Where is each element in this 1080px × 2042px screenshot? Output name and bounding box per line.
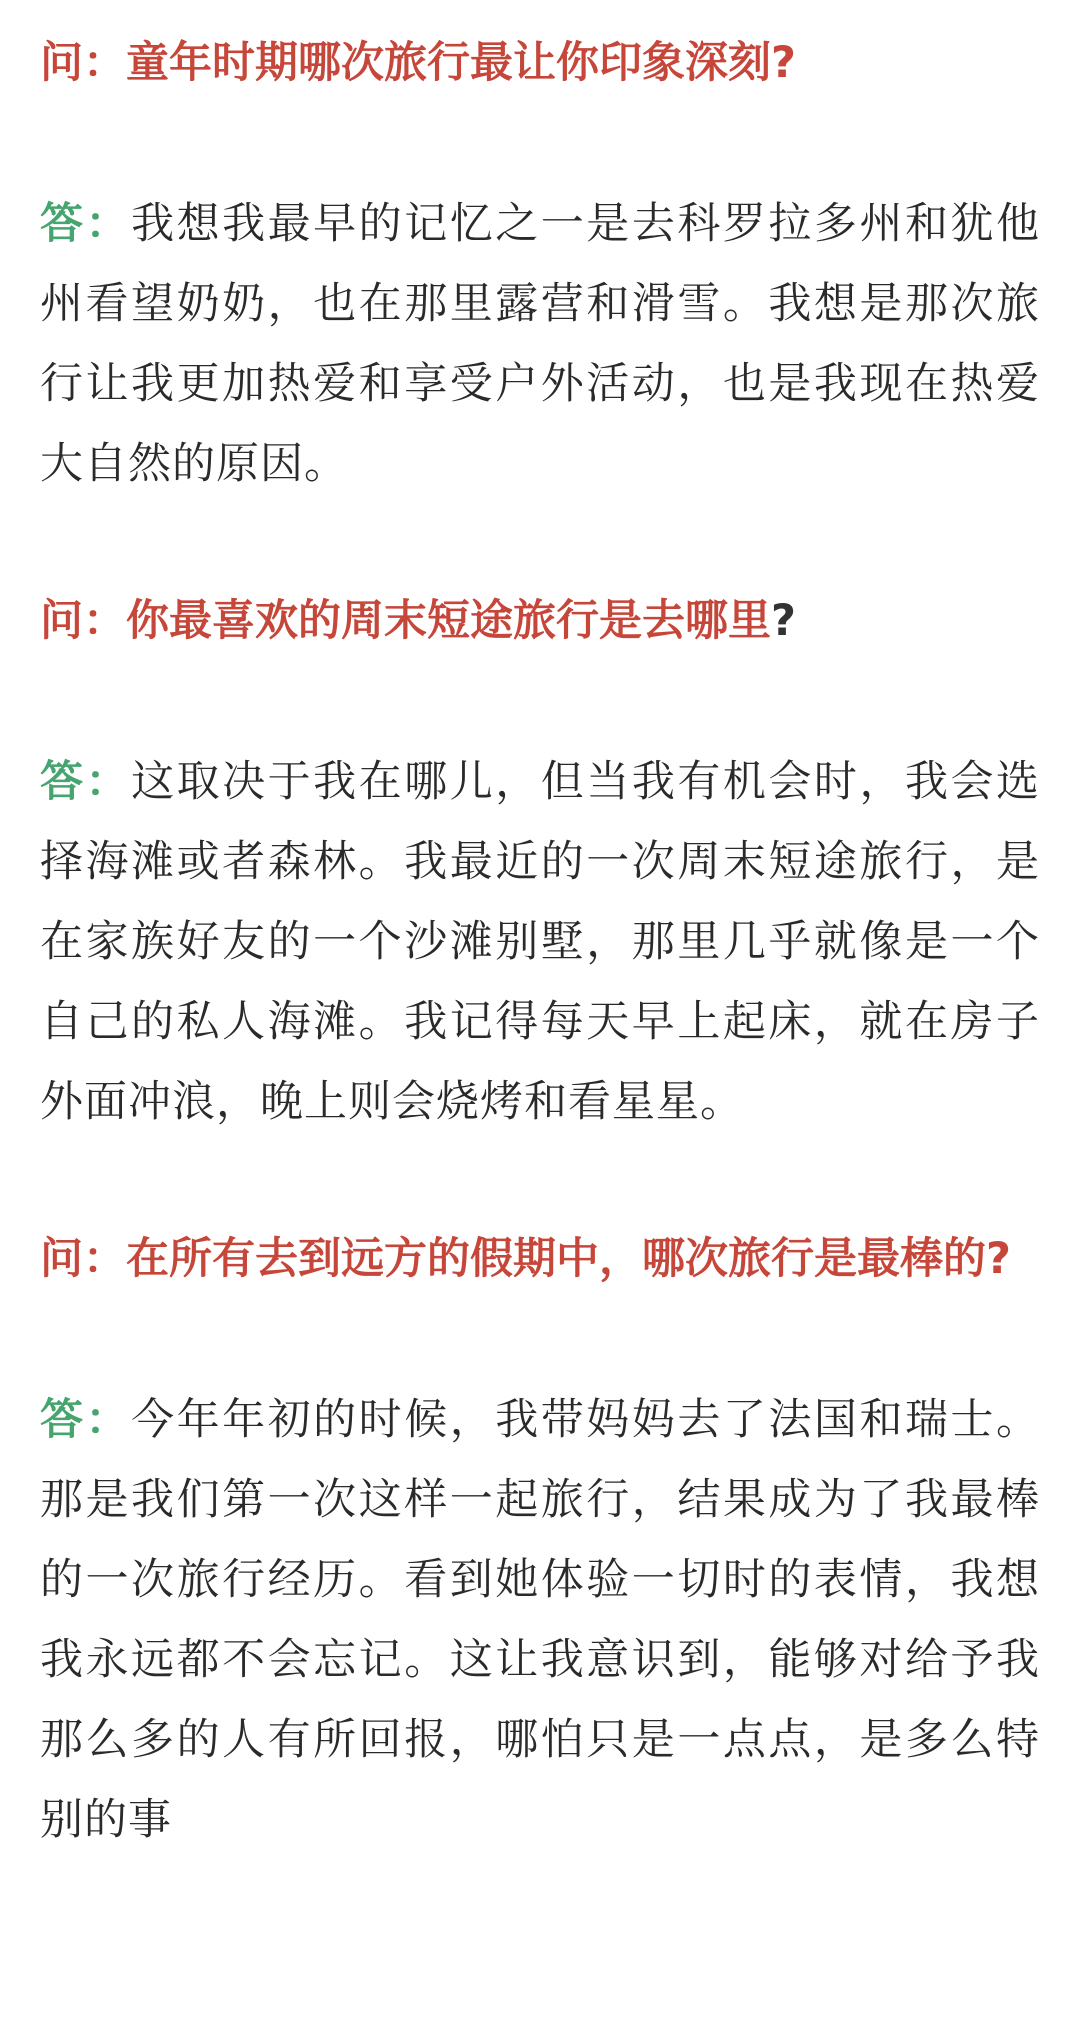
question-text: 在所有去到远方的假期中，哪次旅行是最棒的? (126, 1234, 1011, 1284)
answer-2 (40, 742, 1040, 1142)
answer-3 (40, 1380, 1040, 1860)
question-label: 问： (40, 596, 126, 646)
question-label: 问： (40, 1234, 126, 1284)
answer-text: 今年年初的时候，我带妈妈去了法国和瑞士。那是我们第一次这样一起旅行，结果成为了我最棒的一次旅行经历。看到她体验一切时的表情，我想我永远都不会忘记。这让我意识到，能够对给予我那么多的人有所回报，哪怕只是一点点，是多么特别的事 (40, 1395, 1041, 1845)
question-3 (40, 1218, 1040, 1300)
question-1 (40, 22, 1040, 104)
answer-label: 答： (40, 199, 132, 249)
question-2 (40, 580, 1040, 662)
answer-label: 答： (40, 1395, 132, 1445)
bottom-fade (0, 2012, 1080, 2042)
answer-text: 这取决于我在哪儿，但当我有机会时，我会选择海滩或者森林。我最近的一次周末短途旅行，是在家族好友的一个沙滩别墅，那里几乎就像是一个自己的私人海滩。我记得每天早上起床，就在房子外面冲浪，晚上则会烧烤和看星星。 (40, 757, 1041, 1127)
question-label: 问： (40, 38, 126, 88)
question-text: 童年时期哪次旅行最让你印象深刻? (126, 38, 796, 88)
question-text: 你最喜欢的周末短途旅行是去哪里 (126, 596, 771, 646)
question-mark: ? (771, 596, 796, 646)
answer-text: 我想我最早的记忆之一是去科罗拉多州和犹他州看望奶奶，也在那里露营和滑雪。我想是那次旅行让我更加热爱和享受户外活动，也是我现在热爱大自然的原因。 (40, 199, 1041, 489)
answer-1 (40, 184, 1040, 504)
answer-label: 答： (40, 757, 132, 807)
